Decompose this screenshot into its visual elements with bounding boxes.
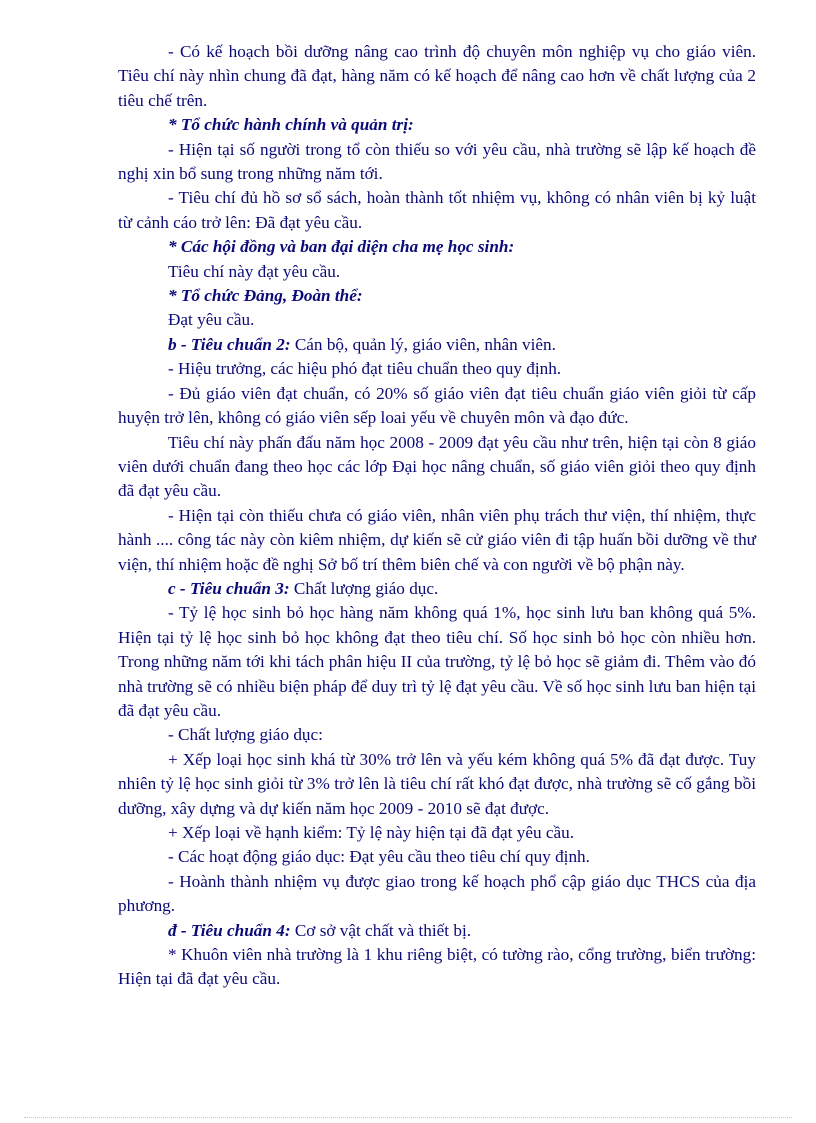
page-bottom-divider (24, 1117, 792, 1118)
paragraph-library-staff: - Hiện tại còn thiếu chưa có giáo viên, nhân viên phụ trách thư viện, thí nhiệm, thực hành .... công tác này còn kiêm nhiệm, dự kiến sẽ cử giáo viên đi tập huấn bồi dưỡng về thư viện, thí nhiệm hoặc đề nghị Sở bố trí thêm biên chế và con người về bộ phận này. (118, 505, 756, 574)
paragraph-universal-education: - Hoành thành nhiệm vụ được giao trong kế hoạch phổ cập giáo dục THCS của địa phương. (118, 871, 756, 916)
paragraph-parents-council-result: Tiêu chí này đạt yêu cầu. (168, 261, 341, 281)
paragraph-activities: - Các hoạt động giáo dục: Đạt yêu cầu theo tiêu chí quy định. (168, 847, 590, 867)
paragraph-qualified-teachers: - Đủ giáo viên đạt chuẩn, có 20% số giáo viên đạt tiêu chuẩn giáo viên giỏi từ cấp huyện trở lên, không có giáo viên sếp loai yếu về chuyên môn và đạo đức. (118, 383, 756, 428)
paragraph-records: - Tiêu chí đủ hồ sơ sổ sách, hoàn thành tốt nhiệm vụ, không có nhân viên bị kỷ luật từ cảnh cáo trở lên: Đã đạt yêu cầu. (118, 188, 756, 232)
standard-4-heading (118, 919, 756, 943)
heading-administration: * Tổ chức hành chính và quản trị: (168, 115, 414, 135)
standard-2-title: Cán bộ, quản lý, giáo viên, nhân viên. (290, 334, 556, 354)
paragraph-training-plan: - Có kế hoạch bồi dưỡng nâng cao trình độ chuyên môn nghiệp vụ cho giáo viên. Tiêu chí này nhìn chung đã đạt, hàng năm có kế hoạch để nâng cao hơn về chất lượng của 2 tiêu chế trên. (118, 42, 756, 110)
paragraph-principal: - Hiệu trưởng, các hiệu phó đạt tiêu chuẩn theo quy định. (168, 359, 562, 379)
standard-3-title: Chất lượng giáo dục. (289, 578, 439, 598)
standard-4-title: Cơ sở vật chất và thiết bị. (290, 920, 472, 940)
paragraph-student-ranking: + Xếp loại học sinh khá từ 30% trở lên và yếu kém không quá 5% đã đạt được. Tuy nhiên tỷ lệ học sinh giỏi từ 3% trở lên là tiêu chí rất khó đạt được, nhà trường sẽ cố gắng bồi dưỡng, xây dựng và dự kiến năm học 2009 - 2010 sẽ đạt được. (118, 749, 756, 818)
paragraph-staff-shortage: - Hiện tại số người trong tổ còn thiếu so với yêu cầu, nhà trường sẽ lập kế hoạch đề nghị xin bổ sung trong những năm tới. (118, 139, 756, 184)
heading-parents-council: * Các hội đồng và ban đại diện cha mẹ học sinh: (168, 237, 515, 257)
paragraph-party-result: Đạt yêu cầu. (168, 310, 255, 330)
heading-party-organization: * Tổ chức Đảng, Đoàn thể: (168, 286, 363, 306)
paragraph-2008-2009: Tiêu chí này phấn đấu năm học 2008 - 2009 đạt yêu cầu như trên, hiện tại còn 8 giáo viên dưới chuẩn đang theo học các lớp Đại học nâng chuẩn, số giáo viên giỏi theo quy định đã đạt yêu cầu. (118, 432, 756, 501)
paragraph-campus: * Khuôn viên nhà trường là 1 khu riêng biệt, có tường rào, cổng trường, biển trường: Hiện tại đã đạt yêu cầu. (118, 945, 756, 989)
standard-3-label: c - Tiêu chuẩn 3: (168, 578, 290, 598)
standard-2-heading (118, 333, 756, 357)
paragraph-dropout-rate: - Tỷ lệ học sinh bỏ học hàng năm không quá 1%, học sinh lưu ban không quá 5%. Hiện tại tỷ lệ học sinh bỏ học không đạt theo tiêu chí. Số học sinh bỏ học còn nhiều hơn. Trong những năm tới khi tách phân hiệu II của trường, tỷ lệ bỏ học sẽ giảm đi. Thêm vào đó nhà trường sẽ có nhiều biện pháp để duy trì tỷ lệ đạt yêu cầu. Về số học sinh lưu ban hiện tại đã đạt yêu cầu. (118, 603, 756, 720)
paragraph-education-quality: - Chất lượng giáo dục: (168, 725, 323, 745)
standard-2-label: b - Tiêu chuẩn 2: (168, 334, 291, 354)
standard-3-heading (118, 577, 756, 601)
standard-4-label: đ - Tiêu chuẩn 4: (168, 920, 291, 940)
paragraph-conduct-ranking: + Xếp loại về hạnh kiểm: Tỷ lệ này hiện tại đã đạt yêu cầu. (168, 823, 574, 842)
document-body (118, 40, 756, 992)
